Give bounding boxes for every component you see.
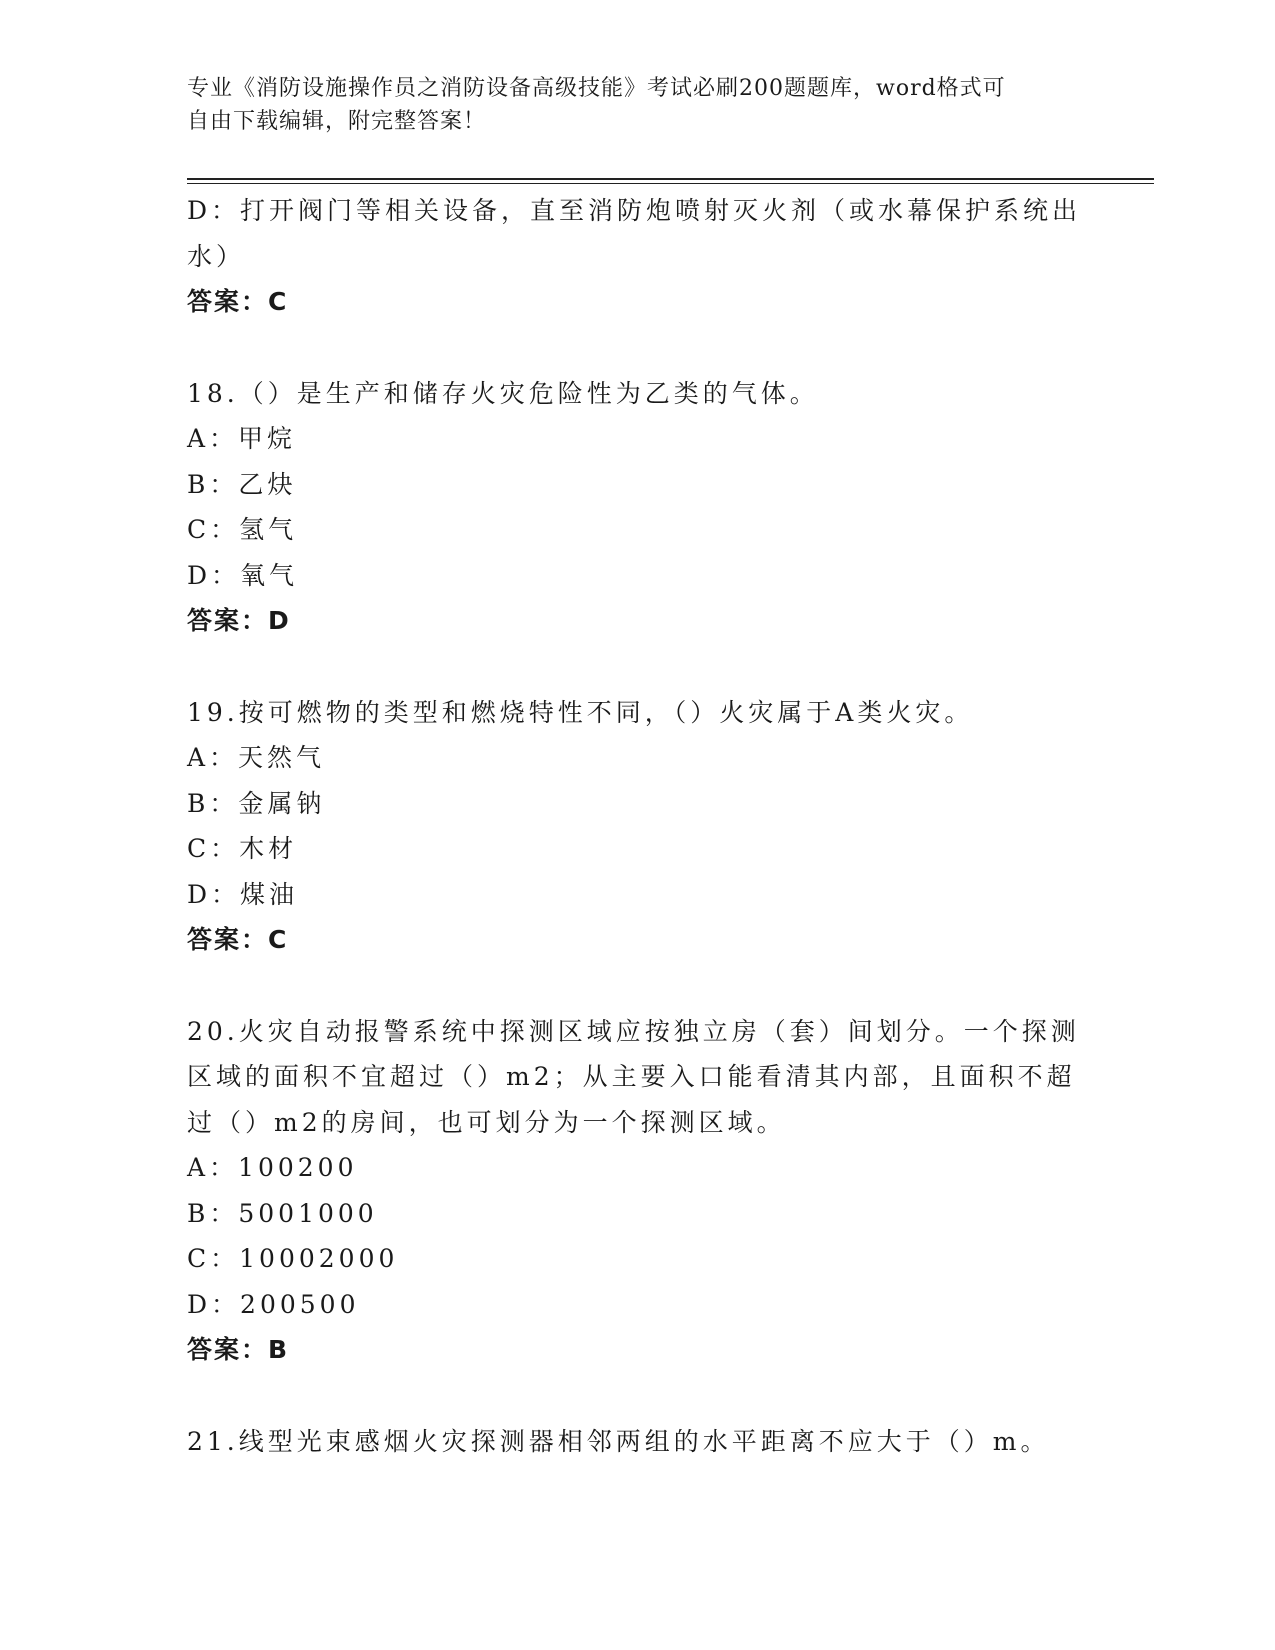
question-19: [187, 690, 1087, 963]
answer-line: 答案：C: [187, 925, 289, 954]
option-b: B：乙炔: [187, 469, 297, 499]
question-stem: 21.线型光束感烟火灾探测器相邻两组的水平距离不应大于（）m。: [187, 1426, 1050, 1456]
option-d: D：氧气: [187, 560, 299, 590]
header-divider-thick: [187, 178, 1154, 180]
question-list: [187, 188, 1087, 1464]
option-a: A：甲烷: [187, 424, 297, 453]
header-line-2: 自由下载编辑，附完整答案！: [187, 109, 487, 134]
option-c: C：氢气: [187, 515, 298, 544]
answer-line: 答案：C: [187, 287, 289, 316]
page-header: [187, 72, 1087, 138]
option-d-continued: 水）: [187, 241, 246, 271]
option-a: A：100200: [187, 1153, 358, 1182]
question-stem: 19.按可燃物的类型和燃烧特性不同，（）火灾属于A类火灾。: [187, 697, 974, 727]
answer-line: 答案：D: [187, 606, 291, 635]
header-line-1: 专业《消防设施操作员之消防设备高级技能》考试必刷200题题库，word格式可: [187, 76, 1006, 101]
question-stem-continued: 过（）m2的房间，也可划分为一个探测区域。: [187, 1107, 786, 1137]
option-c: C：木材: [187, 834, 298, 863]
question-stem: 20.火灾自动报警系统中探测区域应按独立房（套）间划分。一个探测: [187, 1016, 1080, 1046]
question-20: [187, 1009, 1087, 1373]
option-b: B：5001000: [187, 1198, 378, 1228]
option-d: D：打开阀门等相关设备，直至消防炮喷射灭火剂（或水幕保护系统出: [187, 196, 1082, 225]
question-stem-continued: 区域的面积不宜超过（）m2；从主要入口能看清其内部，且面积不超: [187, 1062, 1076, 1091]
question-21: [187, 1419, 1087, 1465]
option-d: D：煤油: [187, 879, 299, 909]
header-divider-thin: [187, 183, 1154, 184]
question-17-tail: [187, 188, 1087, 325]
answer-line: 答案：B: [187, 1335, 290, 1364]
option-c: C：10002000: [187, 1244, 399, 1273]
question-18: [187, 371, 1087, 644]
option-a: A：天然气: [187, 743, 326, 772]
option-b: B：金属钠: [187, 788, 326, 818]
question-stem: 18.（）是生产和储存火灾危险性为乙类的气体。: [187, 378, 819, 408]
option-d: D：200500: [187, 1289, 360, 1319]
